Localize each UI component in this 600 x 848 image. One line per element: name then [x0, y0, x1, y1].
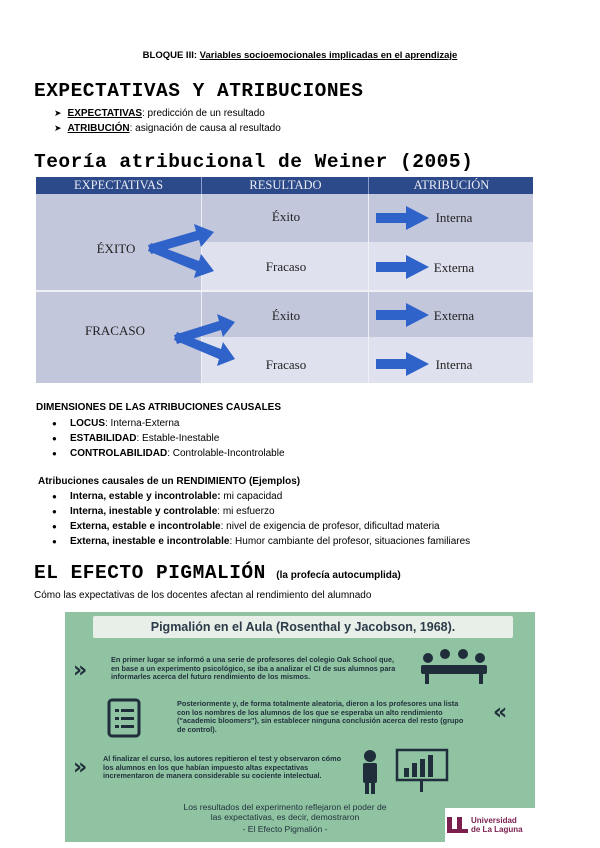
infographic-paragraph-3: Al finalizar el curso, los autores repitieron el test y observaron cómo los alumnos en los que habían impuesto altas expectativas incrementaron de manera considerable su cociente intelectual. [103, 754, 342, 781]
dimensions-title: DIMENSIONES DE LAS ATRIBUCIONES CAUSALES [36, 402, 282, 413]
footer-line-3: - El Efecto Pigmalión - [242, 824, 328, 834]
arrow-down-right-icon [174, 332, 235, 366]
list-item: ● ESTABILIDAD: Estable-Inestable [52, 431, 285, 446]
chevron-right-icon: » [73, 755, 88, 780]
list-item: ● Interna, inestable y controlable: mi esfuerzo [52, 504, 470, 519]
logo-line-1: Universidad [471, 816, 517, 825]
section-title-weiner: Teoría atribucional de Weiner (2005) [34, 151, 474, 173]
list-item: ● Interna, estable y incontrolable: mi capacidad [52, 489, 470, 504]
bullet-expectativas [54, 108, 265, 119]
infographic-paragraph-1: En primer lugar se informó a una serie de profesores del colegio Oak School que, en base a un experimento psicológico, se iba a analizar el CI de sus alumnos para informarles acerca del futuro rendimiento de los mismos. [111, 655, 396, 682]
attribution-cell: Interna [435, 210, 473, 225]
bullet-text: : predicción de un resultado [142, 108, 265, 119]
clipboard-icon [105, 696, 145, 740]
footer-line-1: Los resultados del experimento reflejaron el poder de [183, 802, 387, 812]
result-cell: Éxito [271, 209, 301, 224]
chevron-right-icon: » [73, 658, 88, 683]
header-resultado: RESULTADO [201, 177, 369, 194]
arrow-bullet-icon: ➤ [54, 108, 62, 118]
bullet-term: EXPECTATIVAS [67, 108, 142, 119]
pigmalion-infographic [65, 612, 535, 842]
logo-line-2: de La Laguna [471, 825, 523, 834]
expectation-exito: ÉXITO [96, 241, 136, 256]
bullet-atribucion [54, 123, 281, 134]
bullet-text: : asignación de causa al resultado [129, 123, 281, 134]
table-arrows [36, 177, 533, 383]
document-header [0, 50, 600, 61]
ull-logo-icon [447, 817, 469, 833]
list-item: ● LOCUS: Interna-Externa [52, 416, 285, 431]
infographic-title: Pigmalión en el Aula (Rosenthal y Jacobson, 1968). [93, 616, 513, 638]
header-expectativas: EXPECTATIVAS [73, 178, 164, 192]
arrow-right-icon [376, 255, 429, 279]
university-logo [445, 808, 535, 842]
header-subtitle: Variables socioemocionales implicadas en el aprendizaje [199, 50, 458, 61]
infographic-paragraph-2: Posteriormente y, de forma totalmente aleatoria, dieron a los profesores una lista con los nombres de los alumnos de los que se esperaba un alto rendimiento ("academic bloomers"), sin establecer ninguna conclusión acerca del resto (grupo de control). [177, 699, 464, 734]
result-cell: Fracaso [265, 357, 307, 372]
section-title-pigmalion: EL EFECTO PIGMALIÓN [34, 562, 266, 584]
attribution-cell: Externa [433, 308, 475, 323]
infographic-footer [95, 802, 475, 834]
examples-list [52, 489, 470, 549]
arrow-right-icon [376, 352, 429, 376]
weiner-table [36, 177, 533, 383]
arrow-right-icon [376, 303, 429, 327]
header-atribucion: ATRIBUCIÓN [368, 177, 534, 194]
arrow-right-icon [376, 206, 429, 230]
arrow-down-right-icon [148, 243, 214, 278]
meeting-icon [413, 648, 493, 688]
dimensions-list [52, 416, 285, 461]
list-item: ● Externa, estable e incontrolable: nivel de exigencia de profesor, dificultad materia [52, 519, 470, 534]
expectation-fracaso: FRACASO [85, 323, 145, 338]
attribution-cell: Interna [435, 357, 473, 372]
section-title-expectativas: EXPECTATIVAS Y ATRIBUCIONES [34, 80, 364, 102]
attribution-cell: Externa [433, 260, 475, 275]
arrow-bullet-icon: ➤ [54, 123, 62, 133]
section-title-pigmalion-wrap [34, 562, 401, 584]
bullet-term: ATRIBUCIÓN [67, 123, 130, 134]
examples-title: Atribuciones causales de un RENDIMIENTO (Ejemplos) [38, 476, 301, 487]
result-cell: Éxito [271, 308, 301, 323]
list-item: ● CONTROLABILIDAD: Controlable-Incontrolable [52, 446, 285, 461]
section-intro: Cómo las expectativas de los docentes afectan al rendimiento del alumnado [34, 590, 372, 601]
header-prefix: BLOQUE III: [142, 50, 200, 61]
presentation-chart-icon [357, 748, 457, 794]
section-subtitle: (la profecía autocumplida) [276, 570, 401, 581]
list-item: ● Externa, inestable e incontrolable: Humor cambiante del profesor, situaciones familiares [52, 534, 470, 549]
chevron-left-icon: « [493, 700, 508, 725]
result-cell: Fracaso [265, 259, 307, 274]
footer-line-2: las expectativas, es decir, demostraron [210, 812, 360, 822]
